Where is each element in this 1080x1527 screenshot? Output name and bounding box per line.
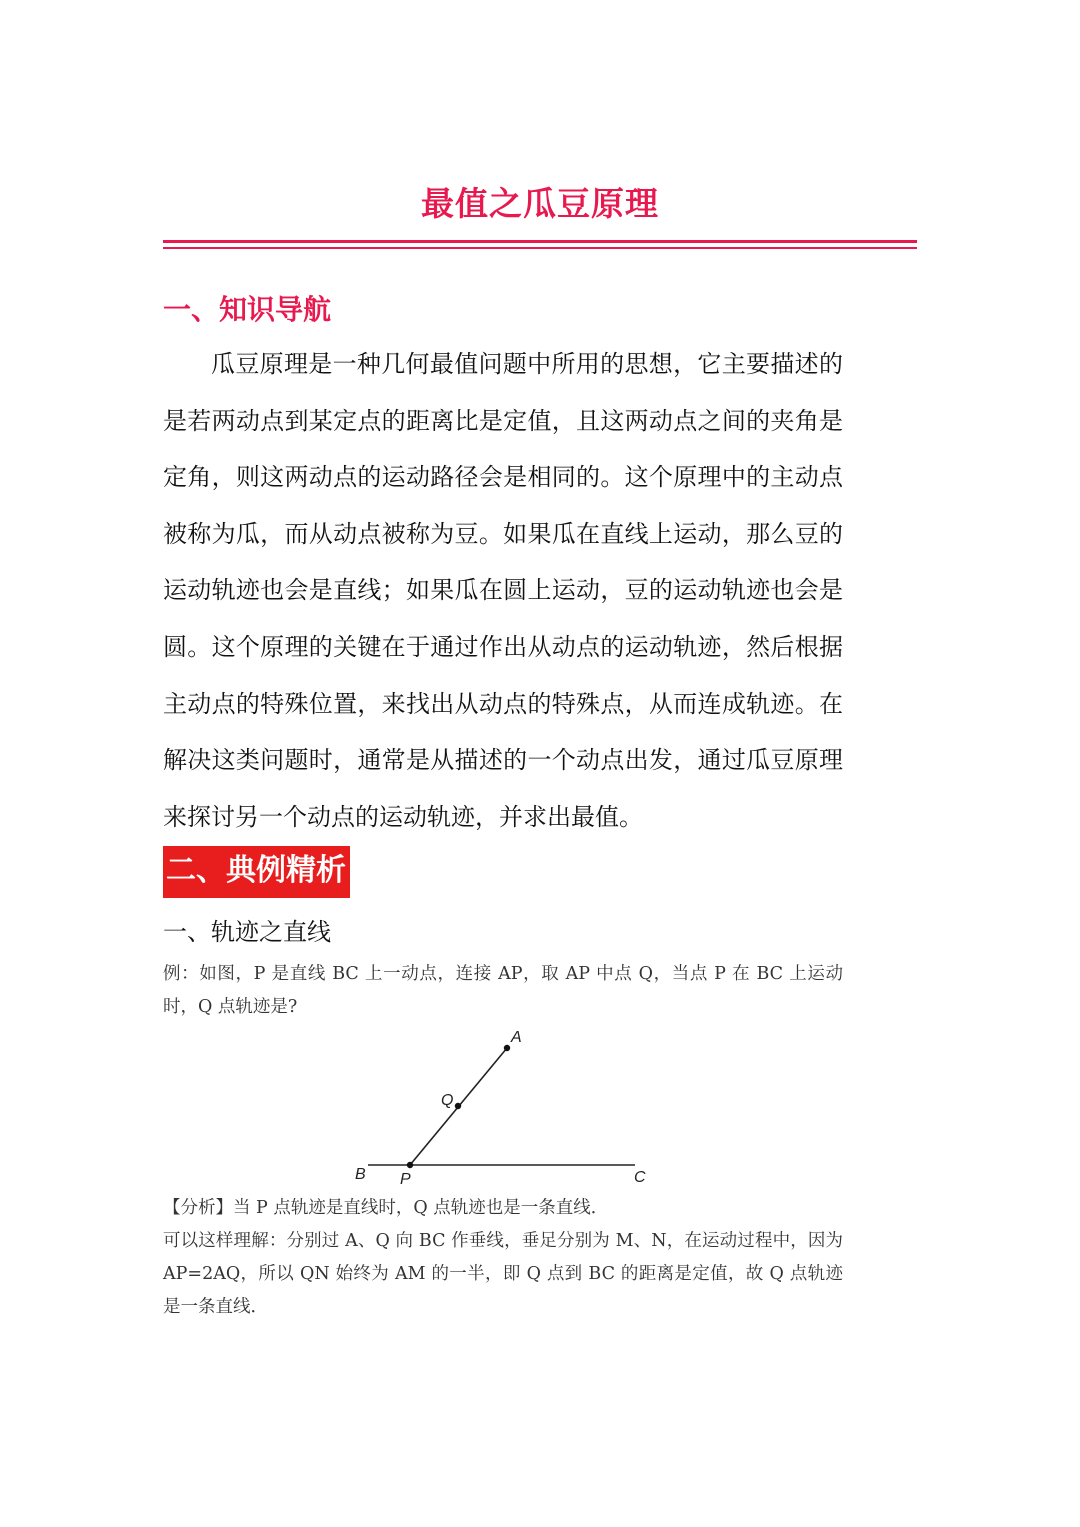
point-p xyxy=(407,1162,413,1168)
section-heading-examples: 二、典例精析 xyxy=(163,846,350,898)
title-divider xyxy=(163,240,917,243)
geometry-figure xyxy=(330,1020,670,1195)
intro-paragraph: 瓜豆原理是一种几何最值问题中所用的思想，它主要描述的是若两动点到某定点的距离比是定值，且这两动点之间的夹角是定角，则这两动点的运动路径会是相同的。这个原理中的主动点被称为瓜，而从动点被称为豆。如果瓜在直线上运动，那么豆的运动轨迹也会是直线；如果瓜在圆上运动，豆的运动轨迹也会是圆。这个原理的关键在于通过作出从动点的运动轨迹，然后根据主动点的特殊位置，来找出从动点的特殊点，从而连成轨迹。在解决这类问题时，通常是从描述的一个动点出发，通过瓜豆原理来探讨另一个动点的运动轨迹，并求出最值。 xyxy=(163,350,843,831)
analysis-line-1: 【分析】当 P 点轨迹是直线时，Q 点轨迹也是一条直线． xyxy=(163,1198,609,1218)
label-q: Q xyxy=(441,1092,454,1109)
example-question xyxy=(163,958,843,1024)
subheading-line-trajectory: 一、轨迹之直线 xyxy=(163,918,331,946)
label-a: A xyxy=(511,1029,522,1046)
label-c: C xyxy=(634,1169,646,1186)
analysis-block xyxy=(163,1192,843,1324)
label-b: B xyxy=(355,1166,366,1183)
analysis-line-2: 可以这样理解：分别过 A、Q 向 BC 作垂线，垂足分别为 M、N，在运动过程中，因为 AP=2AQ，所以 QN 始终为 AM 的一半，即 Q 点到 BC 的距离是定值，故 Q 点轨迹是一条直线． xyxy=(163,1231,843,1317)
page-title: 最值之瓜豆原理 xyxy=(421,184,659,223)
example-text: 例：如图，P 是直线 BC 上一动点，连接 AP，取 AP 中点 Q，当点 P 在 BC 上运动时，Q 点轨迹是? xyxy=(163,964,843,1017)
point-a xyxy=(504,1045,510,1051)
title-divider-secondary xyxy=(163,247,917,249)
point-q xyxy=(455,1103,461,1109)
section-heading-knowledge: 一、知识导航 xyxy=(163,293,332,326)
label-p: P xyxy=(400,1171,411,1188)
geometry-diagram xyxy=(330,1020,670,1195)
